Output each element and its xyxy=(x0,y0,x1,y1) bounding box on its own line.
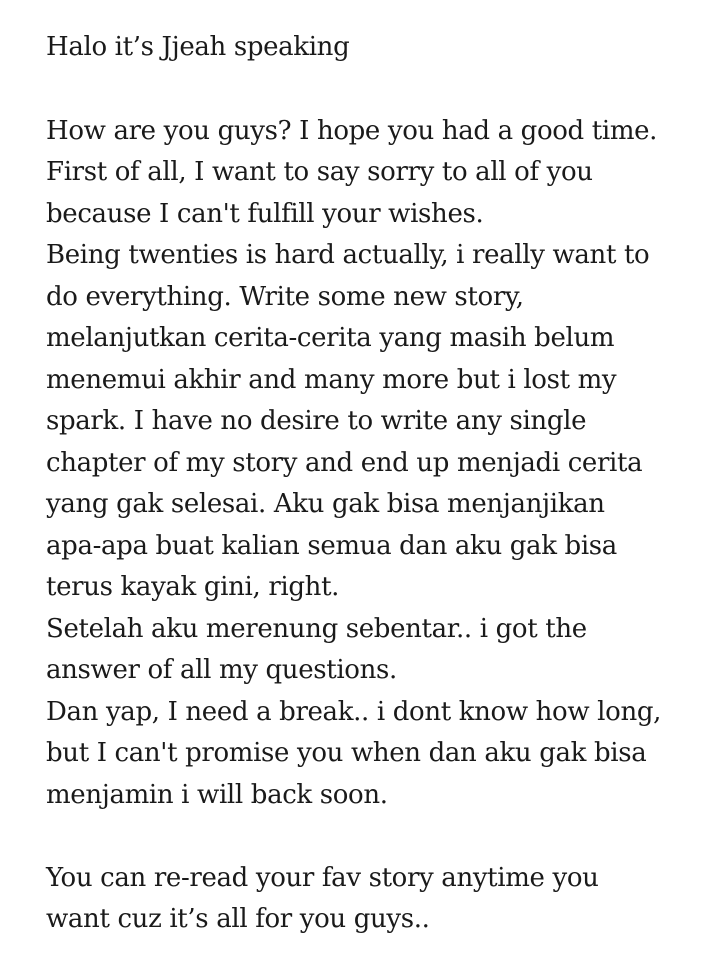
body-line: How are you guys? I hope you had a good time. xyxy=(46,116,658,146)
body-line: because I can't fulfill your wishes. xyxy=(46,199,484,229)
body-line: terus kayak gini, right. xyxy=(46,572,340,602)
body-line: Dan yap, I need a break.. i dont know how long, xyxy=(46,697,662,727)
body-line: but I can't promise you when dan aku gak bisa xyxy=(46,738,647,768)
body-line: chapter of my story and end up menjadi cerita xyxy=(46,448,643,478)
body-line: menemui akhir and many more but i lost my xyxy=(46,365,617,395)
body-line: spark. I have no desire to write any single xyxy=(46,406,587,436)
body-line: Being twenties is hard actually, i really want to xyxy=(46,240,650,270)
body-line: melanjutkan cerita-cerita yang masih belum xyxy=(46,323,615,353)
body-line: apa-apa buat kalian semua dan aku gak bisa xyxy=(46,531,617,561)
closing-line: want cuz it’s all for you guys.. xyxy=(46,904,430,934)
closing-line: You can re-read your fav story anytime you xyxy=(46,863,599,893)
body-line: answer of all my questions. xyxy=(46,655,397,685)
greeting-line: Halo it’s Jjeah speaking xyxy=(46,32,350,62)
body-line: do everything. Write some new story, xyxy=(46,282,524,312)
body-line: menjamin i will back soon. xyxy=(46,780,388,810)
body-line: Setelah aku merenung sebentar.. i got the xyxy=(46,614,587,644)
body-line: yang gak selesai. Aku gak bisa menjanjikan xyxy=(46,489,605,519)
body-line: First of all, I want to say sorry to all of you xyxy=(46,157,593,187)
